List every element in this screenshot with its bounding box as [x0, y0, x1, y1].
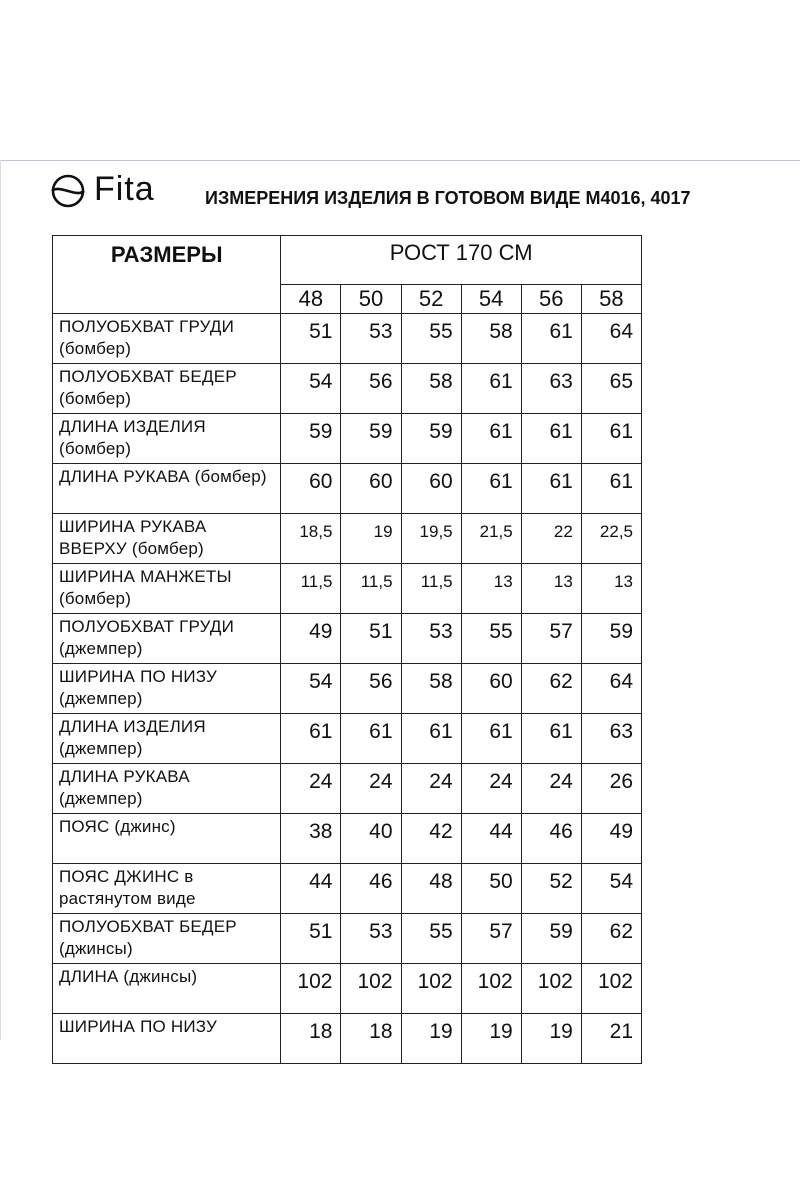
height-header: РОСТ 170 СМ: [281, 236, 642, 285]
table-row: [53, 964, 642, 1014]
measurement-label: ПОЯС (джинс): [53, 814, 281, 864]
measurement-value: 46: [521, 814, 581, 864]
measurement-value: 61: [581, 464, 641, 514]
measurement-label: ДЛИНА РУКАВА (джемпер): [53, 764, 281, 814]
measurement-value: 19: [341, 514, 401, 564]
measurement-label: ПОЛУОБХВАТ ГРУДИ (бомбер): [53, 314, 281, 364]
size-column-header: 52: [401, 285, 461, 314]
logo-text: Fita: [94, 170, 155, 208]
measurement-value: 61: [461, 714, 521, 764]
measurement-value: 55: [461, 614, 521, 664]
measurement-value: 65: [581, 364, 641, 414]
measurement-value: 54: [281, 664, 341, 714]
measurement-label: ПОЛУОБХВАТ ГРУДИ (джемпер): [53, 614, 281, 664]
measurement-value: 60: [281, 464, 341, 514]
table-row: [53, 914, 642, 964]
measurement-value: 58: [401, 364, 461, 414]
measurement-value: 102: [401, 964, 461, 1014]
measurement-value: 13: [581, 564, 641, 614]
measurement-value: 54: [581, 864, 641, 914]
brand-logo: [50, 168, 190, 214]
measurement-value: 63: [521, 364, 581, 414]
measurement-value: 24: [401, 764, 461, 814]
measurement-value: 19,5: [401, 514, 461, 564]
document-header: [50, 168, 770, 218]
fita-logo-icon: [50, 170, 90, 210]
measurement-value: 48: [401, 864, 461, 914]
measurement-label: ШИРИНА ПО НИЗУ (джемпер): [53, 664, 281, 714]
measurement-label: ШИРИНА ПО НИЗУ: [53, 1014, 281, 1064]
measurement-label: ДЛИНА ИЗДЕЛИЯ (бомбер): [53, 414, 281, 464]
measurement-value: 60: [461, 664, 521, 714]
measurement-value: 44: [281, 864, 341, 914]
measurement-value: 53: [401, 614, 461, 664]
measurement-value: 13: [521, 564, 581, 614]
measurement-value: 61: [461, 464, 521, 514]
size-column-header: 50: [341, 285, 401, 314]
measurement-value: 58: [401, 664, 461, 714]
measurement-value: 59: [581, 614, 641, 664]
measurement-value: 26: [581, 764, 641, 814]
left-divider: [0, 160, 1, 1040]
measurement-value: 50: [461, 864, 521, 914]
measurement-value: 102: [461, 964, 521, 1014]
measurement-value: 24: [521, 764, 581, 814]
table-row: [53, 564, 642, 614]
measurement-value: 56: [341, 364, 401, 414]
measurement-label: ДЛИНА ИЗДЕЛИЯ (джемпер): [53, 714, 281, 764]
measurement-value: 60: [341, 464, 401, 514]
table-header-row: [53, 236, 642, 285]
measurement-value: 53: [341, 914, 401, 964]
measurement-value: 61: [461, 364, 521, 414]
measurement-value: 24: [281, 764, 341, 814]
table-row: [53, 364, 642, 414]
measurement-value: 56: [341, 664, 401, 714]
table-row: [53, 764, 642, 814]
table-row: [53, 314, 642, 364]
size-column-header: 48: [281, 285, 341, 314]
measurement-value: 58: [461, 314, 521, 364]
measurement-value: 46: [341, 864, 401, 914]
measurement-value: 55: [401, 914, 461, 964]
measurement-label: ПОЛУОБХВАТ БЕДЕР (джинсы): [53, 914, 281, 964]
measurement-value: 51: [341, 614, 401, 664]
table-row: [53, 514, 642, 564]
table-row: [53, 714, 642, 764]
measurement-value: 42: [401, 814, 461, 864]
measurement-value: 38: [281, 814, 341, 864]
table-row: [53, 864, 642, 914]
measurement-value: 51: [281, 914, 341, 964]
measurement-value: 57: [461, 914, 521, 964]
measurement-value: 54: [281, 364, 341, 414]
measurement-value: 64: [581, 314, 641, 364]
table-row: [53, 664, 642, 714]
measurement-value: 61: [461, 414, 521, 464]
size-column-header: 54: [461, 285, 521, 314]
measurement-label: ДЛИНА РУКАВА (бомбер): [53, 464, 281, 514]
size-table: [52, 235, 642, 1064]
measurement-value: 55: [401, 314, 461, 364]
size-column-header: 56: [521, 285, 581, 314]
measurement-value: 61: [581, 414, 641, 464]
measurement-value: 19: [401, 1014, 461, 1064]
measurement-value: 24: [341, 764, 401, 814]
measurement-value: 11,5: [401, 564, 461, 614]
table-row: [53, 814, 642, 864]
measurement-value: 59: [341, 414, 401, 464]
measurement-value: 61: [401, 714, 461, 764]
measurement-value: 61: [521, 414, 581, 464]
measurement-label: ШИРИНА МАНЖЕТЫ (бомбер): [53, 564, 281, 614]
measurement-value: 61: [281, 714, 341, 764]
size-column-header: 58: [581, 285, 641, 314]
measurement-value: 102: [281, 964, 341, 1014]
measurement-label: ДЛИНА (джинсы): [53, 964, 281, 1014]
measurement-value: 13: [461, 564, 521, 614]
sizes-header: РАЗМЕРЫ: [53, 236, 281, 314]
measurement-value: 49: [281, 614, 341, 664]
measurement-value: 11,5: [281, 564, 341, 614]
measurement-value: 11,5: [341, 564, 401, 614]
measurement-value: 59: [281, 414, 341, 464]
measurement-value: 18: [341, 1014, 401, 1064]
measurement-value: 102: [521, 964, 581, 1014]
table-row: [53, 464, 642, 514]
measurement-value: 21: [581, 1014, 641, 1064]
table-row: [53, 614, 642, 664]
measurement-value: 61: [521, 314, 581, 364]
measurement-value: 44: [461, 814, 521, 864]
measurement-label: ПОЯС ДЖИНС в растянутом виде: [53, 864, 281, 914]
measurement-value: 102: [341, 964, 401, 1014]
measurement-value: 19: [461, 1014, 521, 1064]
measurement-value: 22: [521, 514, 581, 564]
measurement-value: 40: [341, 814, 401, 864]
top-divider: [0, 160, 800, 161]
measurement-value: 49: [581, 814, 641, 864]
measurement-value: 59: [401, 414, 461, 464]
measurement-value: 63: [581, 714, 641, 764]
measurement-value: 24: [461, 764, 521, 814]
measurement-value: 60: [401, 464, 461, 514]
measurement-value: 22,5: [581, 514, 641, 564]
measurement-value: 59: [521, 914, 581, 964]
measurement-value: 62: [521, 664, 581, 714]
measurement-label: ПОЛУОБХВАТ БЕДЕР (бомбер): [53, 364, 281, 414]
measurement-value: 61: [521, 714, 581, 764]
measurement-label: ШИРИНА РУКАВА ВВЕРХУ (бомбер): [53, 514, 281, 564]
measurement-value: 18: [281, 1014, 341, 1064]
table-row: [53, 1014, 642, 1064]
measurement-value: 64: [581, 664, 641, 714]
measurement-value: 57: [521, 614, 581, 664]
measurement-value: 61: [341, 714, 401, 764]
measurement-value: 52: [521, 864, 581, 914]
measurement-value: 18,5: [281, 514, 341, 564]
measurement-value: 61: [521, 464, 581, 514]
table-row: [53, 414, 642, 464]
measurement-value: 62: [581, 914, 641, 964]
measurement-value: 21,5: [461, 514, 521, 564]
table-body: [53, 314, 642, 1064]
measurement-value: 51: [281, 314, 341, 364]
measurement-value: 102: [581, 964, 641, 1014]
measurement-value: 19: [521, 1014, 581, 1064]
document-title: ИЗМЕРЕНИЯ ИЗДЕЛИЯ В ГОТОВОМ ВИДЕ М4016, 4017: [205, 188, 691, 208]
measurement-value: 53: [341, 314, 401, 364]
